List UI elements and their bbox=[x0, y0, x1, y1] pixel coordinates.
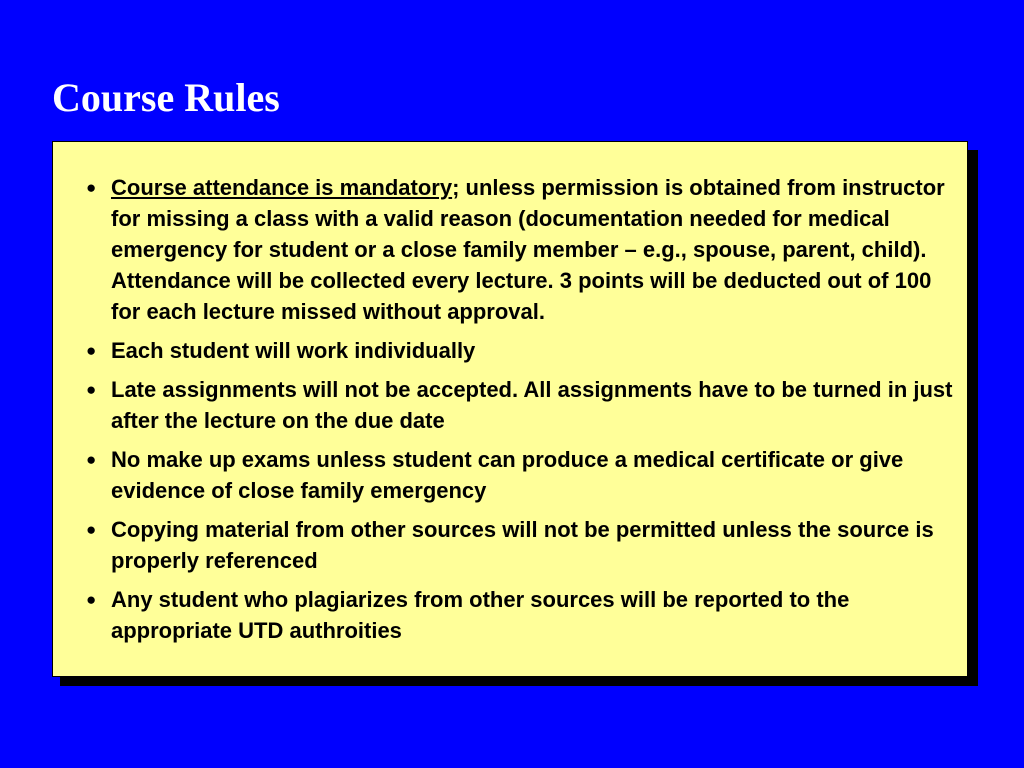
rule-plagiarism-text: Any student who plagiarizes from other sources will be reported to the appropriate UTD authroities bbox=[111, 587, 850, 643]
rule-attendance-text: ; unless permission is obtained from instructor for missing a class with a valid reason (documentation needed for medical emergency for student or a close family member – e.g., spouse, parent, child). Attendance will be collected every lecture. 3 points will be deducted out of 100 for each lecture missed without approval. bbox=[111, 175, 945, 324]
bullet-icon: ● bbox=[86, 341, 97, 360]
rule-individual-work-text: Each student will work individually bbox=[111, 338, 476, 363]
rule-late-assignments-text: Late assignments will not be accepted. All assignments have to be turned in just after the lecture on the due date bbox=[111, 377, 953, 433]
bullet-icon: ● bbox=[86, 590, 97, 609]
bullet-icon: ● bbox=[86, 520, 97, 539]
bullet-icon: ● bbox=[86, 178, 97, 197]
rule-item-makeup-exams bbox=[86, 444, 961, 506]
rule-item-individual-work bbox=[86, 335, 961, 366]
bullet-icon: ● bbox=[86, 450, 97, 469]
rule-makeup-exams-text: No make up exams unless student can produce a medical certificate or give evidence of close family emergency bbox=[111, 447, 904, 503]
content-box bbox=[52, 141, 968, 677]
bullet-icon: ● bbox=[86, 380, 97, 399]
rule-attendance-emphasis: Course attendance is mandatory bbox=[111, 175, 453, 200]
rule-item-late-assignments bbox=[86, 374, 961, 436]
rule-item-attendance bbox=[86, 172, 961, 327]
rules-list bbox=[86, 172, 961, 654]
rule-copying-text: Copying material from other sources will not be permitted unless the source is properly referenced bbox=[111, 517, 934, 573]
slide-title: Course Rules bbox=[52, 75, 280, 120]
rule-item-copying bbox=[86, 514, 961, 576]
rule-item-plagiarism bbox=[86, 584, 961, 646]
